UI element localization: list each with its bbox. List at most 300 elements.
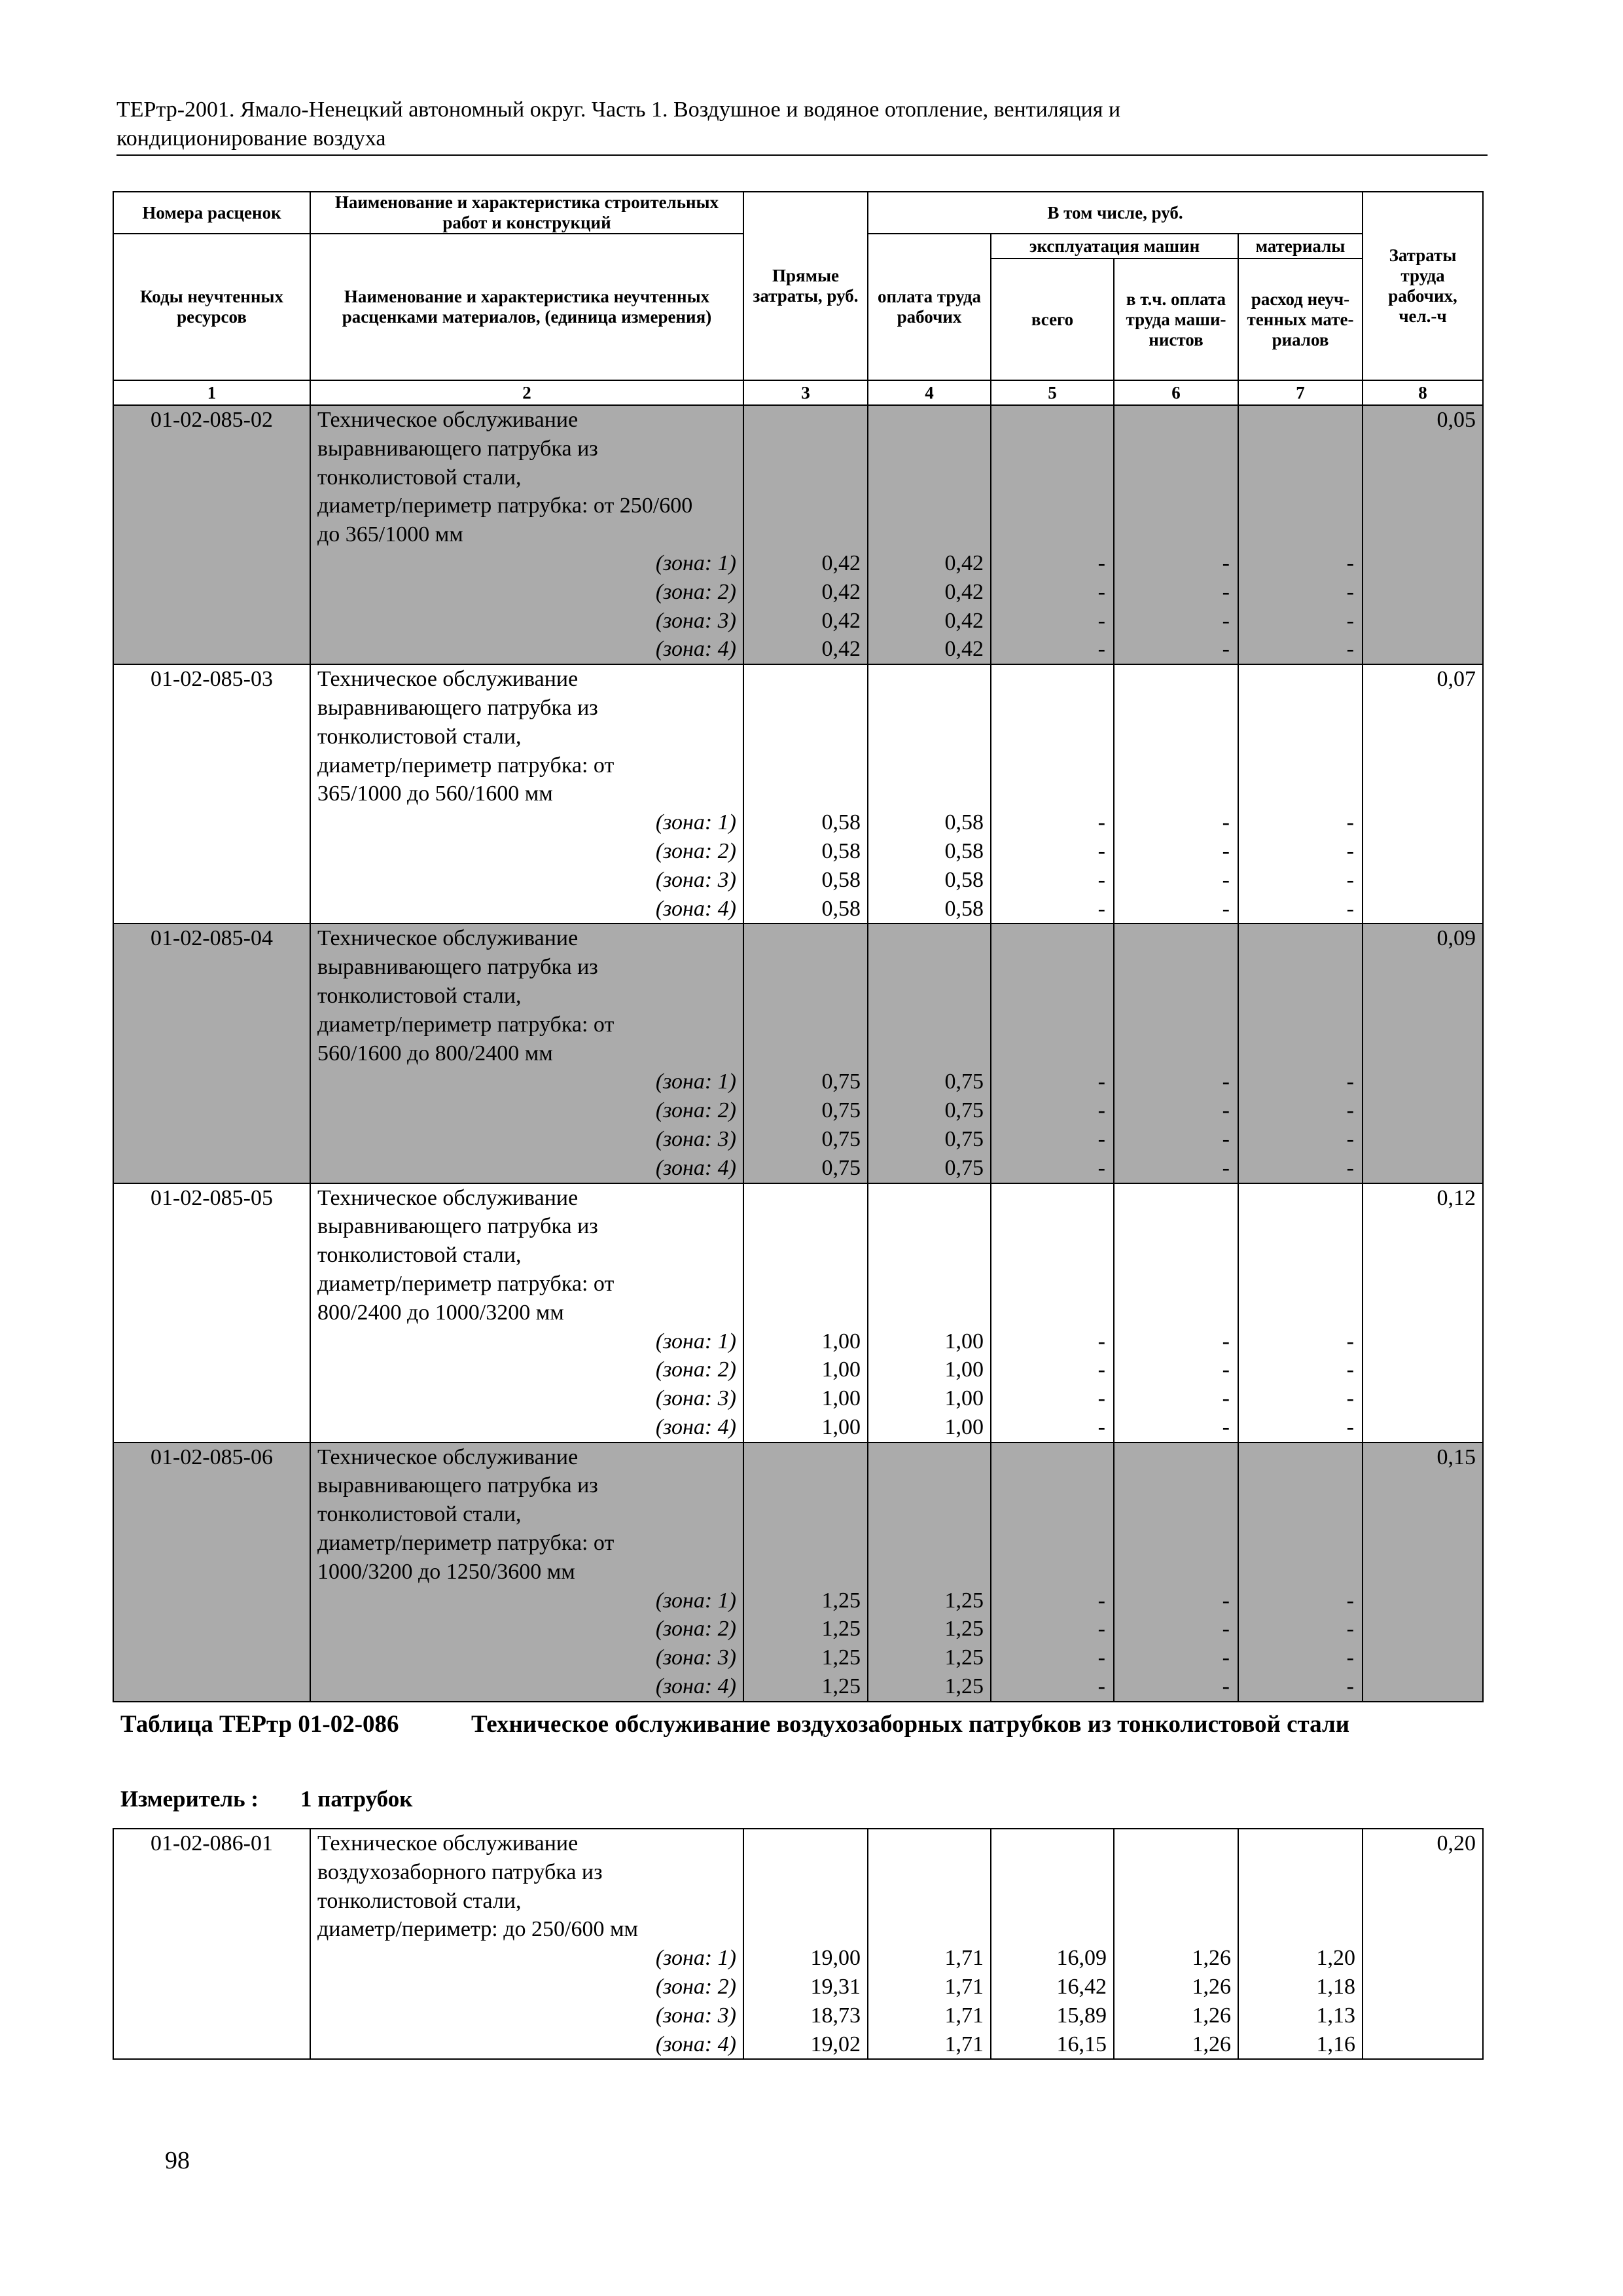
table-row xyxy=(113,982,1483,1011)
empty-cell xyxy=(113,520,310,549)
value-c6: - xyxy=(1114,1067,1238,1096)
empty-cell xyxy=(868,1011,991,1039)
table-row xyxy=(113,1154,1483,1183)
empty-cell xyxy=(1363,1915,1483,1944)
value-c7: - xyxy=(1238,549,1363,578)
empty-cell xyxy=(1114,953,1238,982)
zone-label: (зона: 3) xyxy=(655,867,736,892)
empty-cell xyxy=(868,1829,991,1858)
empty-cell xyxy=(868,1212,991,1241)
col-number: 4 xyxy=(868,380,991,405)
empty-cell xyxy=(113,492,310,520)
empty-cell xyxy=(868,953,991,982)
header-line-2: кондиционирование воздуха xyxy=(116,126,386,151)
empty-cell xyxy=(1363,1413,1483,1443)
empty-cell xyxy=(1363,808,1483,837)
value-c3: 0,42 xyxy=(743,607,868,636)
empty-cell xyxy=(113,1558,310,1587)
value-c6: 1,26 xyxy=(1114,2030,1238,2060)
value-c3: 19,02 xyxy=(743,2030,868,2060)
empty-cell xyxy=(743,924,868,953)
value-c3: 18,73 xyxy=(743,2001,868,2030)
value-c3: 0,58 xyxy=(743,866,868,895)
empty-cell xyxy=(1363,520,1483,549)
empty-cell xyxy=(1363,694,1483,723)
value-c4: 0,58 xyxy=(868,895,991,924)
empty-cell xyxy=(113,1096,310,1125)
rate-description-line: выравнивающего патрубка из xyxy=(310,1212,743,1241)
empty-cell xyxy=(868,1039,991,1068)
zone-label: (зона: 3) xyxy=(655,608,736,633)
empty-cell xyxy=(743,1183,868,1213)
rate-description-line: тонколистовой стали, xyxy=(310,1500,743,1529)
empty-cell xyxy=(868,1858,991,1887)
empty-cell xyxy=(991,1212,1114,1241)
empty-cell xyxy=(1114,1887,1238,1916)
empty-cell xyxy=(1363,1529,1483,1558)
empty-cell xyxy=(1114,1915,1238,1944)
value-c5: - xyxy=(991,1125,1114,1154)
empty-cell xyxy=(1238,1299,1363,1327)
value-c3: 1,25 xyxy=(743,1587,868,1615)
value-c4: 0,58 xyxy=(868,837,991,866)
empty-cell xyxy=(1363,1327,1483,1356)
value-c3: 0,75 xyxy=(743,1125,868,1154)
empty-cell xyxy=(1238,924,1363,953)
empty-cell xyxy=(1114,723,1238,751)
value-c3: 0,42 xyxy=(743,635,868,664)
rate-description-line: 365/1000 до 560/1600 мм xyxy=(310,780,743,808)
table-row xyxy=(113,1672,1483,1702)
empty-cell xyxy=(1238,664,1363,694)
zone-label: (зона: 2) xyxy=(655,1357,736,1382)
empty-cell xyxy=(868,924,991,953)
value-c5: - xyxy=(991,635,1114,664)
table-row xyxy=(113,1471,1483,1500)
value-c4: 1,71 xyxy=(868,2001,991,2030)
table-row xyxy=(113,1615,1483,1643)
value-c4: 0,42 xyxy=(868,578,991,607)
table2-title xyxy=(120,1710,1485,1740)
value-c3: 0,58 xyxy=(743,837,868,866)
zone-label: (зона: 4) xyxy=(655,1155,736,1180)
empty-cell xyxy=(1363,2030,1483,2060)
empty-cell xyxy=(1363,549,1483,578)
col2-top-header: Наименование и характеристика строительных работ и конструкций xyxy=(310,192,743,234)
zone-cell xyxy=(310,607,743,636)
empty-cell xyxy=(113,982,310,1011)
value-c3: 0,42 xyxy=(743,549,868,578)
value-c5: 16,42 xyxy=(991,1973,1114,2001)
value-c7: 1,13 xyxy=(1238,2001,1363,2030)
rate-description-line: Техническое обслуживание xyxy=(310,1183,743,1213)
value-c4: 0,75 xyxy=(868,1096,991,1125)
rate-description-line: диаметр/периметр патрубка: от xyxy=(310,751,743,780)
empty-cell xyxy=(1363,982,1483,1011)
empty-cell xyxy=(113,1529,310,1558)
empty-cell xyxy=(868,1500,991,1529)
value-c5: - xyxy=(991,1154,1114,1183)
empty-cell xyxy=(113,866,310,895)
rates-table-086 xyxy=(113,1828,1484,2060)
table-row xyxy=(113,463,1483,492)
empty-cell xyxy=(1238,751,1363,780)
incl-header: В том числе, руб. xyxy=(868,192,1363,234)
empty-cell xyxy=(1363,1587,1483,1615)
empty-cell xyxy=(113,607,310,636)
rate-description-line: тонколистовой стали, xyxy=(310,982,743,1011)
empty-cell xyxy=(1114,1241,1238,1270)
value-c6: - xyxy=(1114,1384,1238,1413)
empty-cell xyxy=(991,694,1114,723)
value-c7: - xyxy=(1238,1355,1363,1384)
labor-cost: 0,09 xyxy=(1363,924,1483,953)
value-c7: - xyxy=(1238,1615,1363,1643)
value-c6: - xyxy=(1114,1615,1238,1643)
value-c7: 1,18 xyxy=(1238,1973,1363,2001)
value-c5: - xyxy=(991,1355,1114,1384)
table-row xyxy=(113,837,1483,866)
page-number: 98 xyxy=(165,2147,190,2174)
empty-cell xyxy=(1238,405,1363,435)
rate-entry xyxy=(113,924,1483,1183)
col2-bottom-header: Наименование и характеристика неучтенных расценками материалов, (единица измерения) xyxy=(310,234,743,380)
value-c4: 0,42 xyxy=(868,549,991,578)
empty-cell xyxy=(991,492,1114,520)
empty-cell xyxy=(1114,463,1238,492)
empty-cell xyxy=(1238,723,1363,751)
empty-cell xyxy=(113,751,310,780)
rate-description-line: 800/2400 до 1000/3200 мм xyxy=(310,1299,743,1327)
rate-description-line: выравнивающего патрубка из xyxy=(310,953,743,982)
empty-cell xyxy=(113,1858,310,1887)
empty-cell xyxy=(1238,520,1363,549)
table-row xyxy=(113,1299,1483,1327)
empty-cell xyxy=(1114,1858,1238,1887)
empty-cell xyxy=(743,1241,868,1270)
empty-cell xyxy=(1114,1500,1238,1529)
value-c5: - xyxy=(991,578,1114,607)
empty-cell xyxy=(113,1241,310,1270)
empty-cell xyxy=(991,435,1114,463)
empty-cell xyxy=(991,1011,1114,1039)
value-c3: 19,31 xyxy=(743,1973,868,2001)
value-c7: - xyxy=(1238,635,1363,664)
zone-cell xyxy=(310,1125,743,1154)
zone-label: (зона: 1) xyxy=(655,810,736,835)
empty-cell xyxy=(1363,492,1483,520)
value-c7: 1,20 xyxy=(1238,1944,1363,1973)
empty-cell xyxy=(991,1915,1114,1944)
value-c3: 19,00 xyxy=(743,1944,868,1973)
empty-cell xyxy=(868,1270,991,1299)
zone-label: (зона: 2) xyxy=(655,838,736,863)
empty-cell xyxy=(743,780,868,808)
table-row xyxy=(113,1558,1483,1587)
empty-cell xyxy=(1363,1672,1483,1702)
empty-cell xyxy=(991,1558,1114,1587)
value-c6: - xyxy=(1114,1643,1238,1672)
table-row xyxy=(113,866,1483,895)
empty-cell xyxy=(1363,1944,1483,1973)
table-row xyxy=(113,1183,1483,1213)
zone-label: (зона: 2) xyxy=(655,579,736,604)
empty-cell xyxy=(113,1587,310,1615)
rate-code: 01-02-085-03 xyxy=(113,664,310,694)
empty-cell xyxy=(743,694,868,723)
col-number: 6 xyxy=(1114,380,1238,405)
measure-line xyxy=(120,1784,412,1814)
table-row xyxy=(113,2030,1483,2060)
value-c3: 1,25 xyxy=(743,1672,868,1702)
empty-cell xyxy=(113,953,310,982)
value-c7: - xyxy=(1238,1672,1363,1702)
rate-entry xyxy=(113,405,1483,664)
empty-cell xyxy=(1238,1915,1363,1944)
empty-cell xyxy=(991,723,1114,751)
col4-header: оплата труда рабочих xyxy=(868,234,991,380)
value-c4: 1,00 xyxy=(868,1384,991,1413)
value-c6: - xyxy=(1114,1355,1238,1384)
table-row xyxy=(113,1887,1483,1916)
value-c6: - xyxy=(1114,1672,1238,1702)
zone-cell xyxy=(310,2030,743,2060)
zone-label: (зона: 2) xyxy=(655,1098,736,1123)
empty-cell xyxy=(113,1944,310,1973)
empty-cell xyxy=(113,1413,310,1443)
table-row xyxy=(113,780,1483,808)
value-c7: - xyxy=(1238,1067,1363,1096)
col-number: 3 xyxy=(743,380,868,405)
col-number: 1 xyxy=(113,380,310,405)
empty-cell xyxy=(113,1643,310,1672)
table-row xyxy=(113,953,1483,982)
empty-cell xyxy=(868,520,991,549)
zone-label: (зона: 3) xyxy=(655,1645,736,1670)
value-c4: 0,42 xyxy=(868,635,991,664)
empty-cell xyxy=(113,1500,310,1529)
empty-cell xyxy=(1114,1558,1238,1587)
rates-table xyxy=(113,191,1484,1702)
empty-cell xyxy=(991,1858,1114,1887)
empty-cell xyxy=(743,1915,868,1944)
table-row xyxy=(113,435,1483,463)
labor-cost: 0,07 xyxy=(1363,664,1483,694)
zone-cell xyxy=(310,1587,743,1615)
table-row xyxy=(113,607,1483,636)
empty-cell xyxy=(1114,982,1238,1011)
table-header xyxy=(113,192,1483,405)
empty-cell xyxy=(1114,1183,1238,1213)
empty-cell xyxy=(868,463,991,492)
empty-cell xyxy=(1363,953,1483,982)
zone-cell xyxy=(310,1672,743,1702)
empty-cell xyxy=(991,1443,1114,1472)
table-row xyxy=(113,405,1483,435)
zone-label: (зона: 4) xyxy=(655,896,736,921)
col-number: 8 xyxy=(1363,380,1483,405)
table-row xyxy=(113,694,1483,723)
empty-cell xyxy=(113,1615,310,1643)
empty-cell xyxy=(991,751,1114,780)
value-c3: 1,25 xyxy=(743,1615,868,1643)
rate-description-line: диаметр/периметр патрубка: от xyxy=(310,1529,743,1558)
col-number: 7 xyxy=(1238,380,1363,405)
zone-cell xyxy=(310,808,743,837)
empty-cell xyxy=(1363,1615,1483,1643)
empty-cell xyxy=(743,1529,868,1558)
empty-cell xyxy=(868,751,991,780)
empty-cell xyxy=(113,808,310,837)
empty-cell xyxy=(1238,1829,1363,1858)
rate-description-line: диаметр/периметр патрубка: от xyxy=(310,1011,743,1039)
empty-cell xyxy=(113,1125,310,1154)
table-row xyxy=(113,1270,1483,1299)
empty-cell xyxy=(1363,1558,1483,1587)
empty-cell xyxy=(743,953,868,982)
empty-cell xyxy=(743,664,868,694)
table-row xyxy=(113,664,1483,694)
empty-cell xyxy=(743,1558,868,1587)
value-c5: - xyxy=(991,808,1114,837)
value-c5: - xyxy=(991,607,1114,636)
rate-description-line: тонколистовой стали, xyxy=(310,1887,743,1916)
empty-cell xyxy=(743,1011,868,1039)
table-row xyxy=(113,1829,1483,1858)
empty-cell xyxy=(1363,1299,1483,1327)
table-row xyxy=(113,1039,1483,1068)
empty-cell xyxy=(743,1500,868,1529)
table-row xyxy=(113,1587,1483,1615)
value-c6: - xyxy=(1114,866,1238,895)
value-c5: - xyxy=(991,549,1114,578)
empty-cell xyxy=(1238,1471,1363,1500)
value-c6: - xyxy=(1114,1587,1238,1615)
empty-cell xyxy=(1238,435,1363,463)
table2-label: Таблица ТЕРтр 01-02-086 xyxy=(120,1711,399,1738)
value-c6: - xyxy=(1114,1413,1238,1443)
empty-cell xyxy=(991,1270,1114,1299)
empty-cell xyxy=(743,405,868,435)
value-c7: - xyxy=(1238,1327,1363,1356)
zone-label: (зона: 3) xyxy=(655,2003,736,2028)
empty-cell xyxy=(868,1183,991,1213)
table-row xyxy=(113,578,1483,607)
rate-description-line: до 365/1000 мм xyxy=(310,520,743,549)
rate-description-line: диаметр/периметр патрубка: от 250/600 xyxy=(310,492,743,520)
value-c4: 1,25 xyxy=(868,1643,991,1672)
empty-cell xyxy=(113,1915,310,1944)
empty-cell xyxy=(1114,405,1238,435)
table-row xyxy=(113,1067,1483,1096)
rate-description-line: 560/1600 до 800/2400 мм xyxy=(310,1039,743,1068)
empty-cell xyxy=(1363,1067,1483,1096)
empty-cell xyxy=(991,982,1114,1011)
table-row xyxy=(113,1413,1483,1443)
empty-cell xyxy=(1114,1443,1238,1472)
value-c6: - xyxy=(1114,635,1238,664)
table-row xyxy=(113,1096,1483,1125)
empty-cell xyxy=(1114,924,1238,953)
value-c7: - xyxy=(1238,1413,1363,1443)
rate-entry xyxy=(113,1829,1483,2059)
empty-cell xyxy=(1238,1858,1363,1887)
table-row xyxy=(113,549,1483,578)
value-c4: 0,75 xyxy=(868,1067,991,1096)
empty-cell xyxy=(1363,607,1483,636)
table-row xyxy=(113,1944,1483,1973)
empty-cell xyxy=(868,1887,991,1916)
rate-description-line: 1000/3200 до 1250/3600 мм xyxy=(310,1558,743,1587)
empty-cell xyxy=(1238,1887,1363,1916)
value-c5: - xyxy=(991,837,1114,866)
empty-cell xyxy=(113,463,310,492)
zone-label: (зона: 1) xyxy=(655,550,736,575)
empty-cell xyxy=(1114,1011,1238,1039)
zone-label: (зона: 4) xyxy=(655,637,736,662)
empty-cell xyxy=(1363,1858,1483,1887)
materials-header: материалы xyxy=(1238,234,1363,259)
empty-cell xyxy=(1114,1039,1238,1068)
empty-cell xyxy=(868,492,991,520)
empty-cell xyxy=(1114,435,1238,463)
empty-cell xyxy=(113,1270,310,1299)
empty-cell xyxy=(113,578,310,607)
page-header xyxy=(116,96,1488,156)
empty-cell xyxy=(1238,1011,1363,1039)
empty-cell xyxy=(868,780,991,808)
zone-cell xyxy=(310,1413,743,1443)
zone-label: (зона: 1) xyxy=(655,1946,736,1971)
empty-cell xyxy=(991,1241,1114,1270)
empty-cell xyxy=(113,780,310,808)
empty-cell xyxy=(743,435,868,463)
col5-header: всего xyxy=(991,259,1114,380)
value-c7: - xyxy=(1238,1125,1363,1154)
col1-top-header: Номера расценок xyxy=(113,192,310,234)
rate-code: 01-02-085-05 xyxy=(113,1183,310,1213)
empty-cell xyxy=(113,837,310,866)
empty-cell xyxy=(113,1672,310,1702)
rate-code: 01-02-085-02 xyxy=(113,405,310,435)
zone-cell xyxy=(310,1384,743,1413)
rate-code: 01-02-085-06 xyxy=(113,1443,310,1472)
empty-cell xyxy=(1114,520,1238,549)
empty-cell xyxy=(1238,694,1363,723)
value-c7: - xyxy=(1238,808,1363,837)
value-c4: 1,71 xyxy=(868,1944,991,1973)
empty-cell xyxy=(743,1212,868,1241)
rate-description-line: воздухозаборного патрубка из xyxy=(310,1858,743,1887)
empty-cell xyxy=(1238,953,1363,982)
rate-description-line: Техническое обслуживание xyxy=(310,664,743,694)
empty-cell xyxy=(991,1529,1114,1558)
rate-code: 01-02-085-04 xyxy=(113,924,310,953)
value-c3: 1,00 xyxy=(743,1355,868,1384)
zone-label: (зона: 2) xyxy=(655,1974,736,1999)
zone-label: (зона: 3) xyxy=(655,1386,736,1411)
value-c4: 1,25 xyxy=(868,1672,991,1702)
empty-cell xyxy=(991,1039,1114,1068)
table-row xyxy=(113,1011,1483,1039)
empty-cell xyxy=(1114,1270,1238,1299)
empty-cell xyxy=(113,1887,310,1916)
zone-cell xyxy=(310,1355,743,1384)
empty-cell xyxy=(991,780,1114,808)
value-c5: - xyxy=(991,1096,1114,1125)
table-row xyxy=(113,1443,1483,1472)
value-c7: - xyxy=(1238,1587,1363,1615)
